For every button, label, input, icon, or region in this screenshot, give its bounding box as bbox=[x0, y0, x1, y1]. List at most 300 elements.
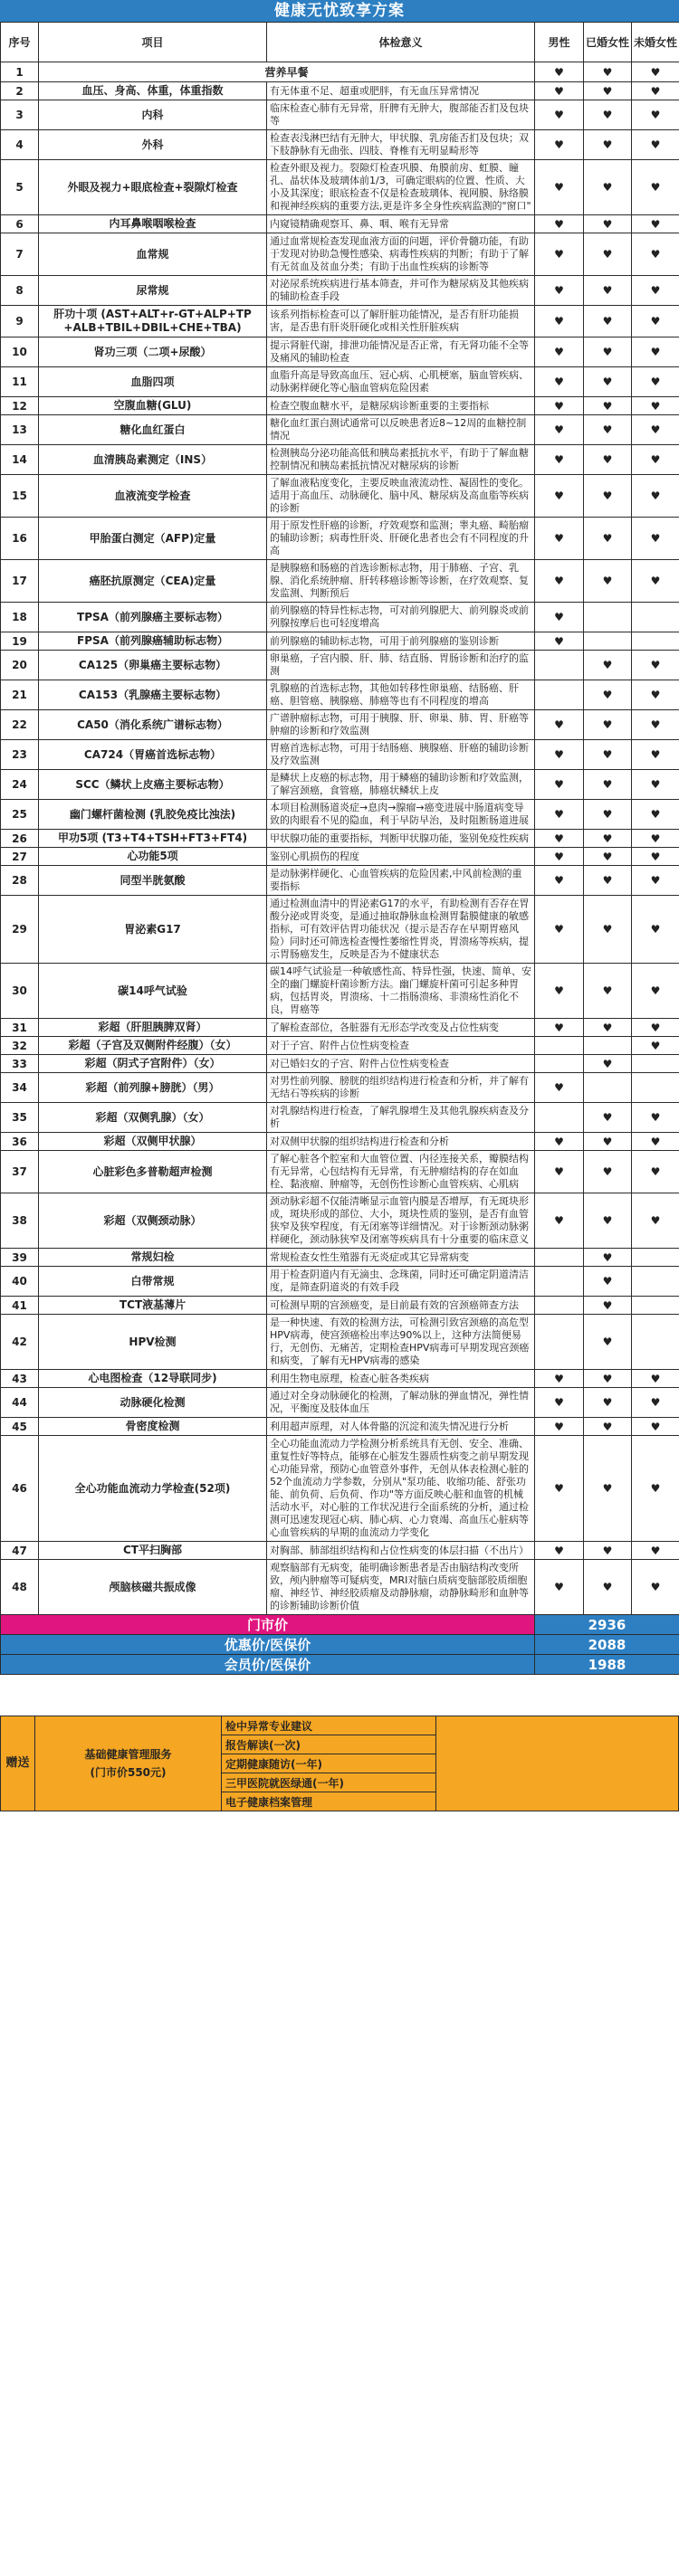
mark-married-female bbox=[584, 1297, 632, 1315]
mark-unmarried-female bbox=[632, 800, 679, 830]
mark-married-female bbox=[584, 415, 632, 445]
table-row bbox=[1, 800, 679, 830]
price-value: 2088 bbox=[535, 1635, 679, 1655]
heart-icon: ♥ bbox=[602, 84, 613, 98]
mark-unmarried-female bbox=[632, 233, 679, 276]
table-row bbox=[1, 830, 679, 848]
table-row bbox=[1, 100, 679, 130]
mark-male bbox=[535, 445, 584, 475]
gift-service bbox=[35, 1716, 222, 1811]
heart-icon: ♥ bbox=[602, 1396, 613, 1409]
heart-icon: ♥ bbox=[602, 532, 613, 545]
heart-icon: ♥ bbox=[554, 217, 564, 231]
mark-male bbox=[535, 1103, 584, 1133]
heart-icon: ♥ bbox=[554, 575, 564, 587]
header-unmarried-female: 未婚女性 bbox=[632, 23, 679, 62]
item-significance: 通过血常规检查发现血液方面的问题，评价骨髓功能，有助于发现对协助急慢性感染、病毒性疾病的判断；有助于了解有无贫血及贫血分类；有助于出血性疾病的诊断等 bbox=[267, 233, 535, 276]
mark-male bbox=[535, 1370, 584, 1388]
mark-male bbox=[535, 1436, 584, 1542]
mark-married-female bbox=[584, 866, 632, 896]
heart-icon: ♥ bbox=[602, 984, 613, 997]
mark-married-female bbox=[584, 1103, 632, 1133]
heart-icon: ♥ bbox=[650, 1372, 661, 1385]
mark-male bbox=[535, 632, 584, 651]
table-row bbox=[1, 1193, 679, 1249]
table-row bbox=[1, 445, 679, 475]
mark-married-female bbox=[584, 306, 632, 337]
item-name: 心功能5项 bbox=[39, 848, 267, 866]
item-significance: 对已婚妇女的子宫、附件占位性病变检查 bbox=[267, 1055, 535, 1073]
heart-icon: ♥ bbox=[554, 748, 564, 761]
item-name: 空腹血糖(GLU) bbox=[39, 397, 267, 415]
mark-male bbox=[535, 1055, 584, 1073]
item-name: 肝功十项 (AST+ALT+r-GT+ALP+TP +ALB+TBIL+DBIL+CHE+TBA) bbox=[39, 306, 267, 337]
mark-married-female bbox=[584, 740, 632, 770]
table-row bbox=[1, 866, 679, 896]
item-significance: 检测胰岛分泌功能高低和胰岛素抵抗水平，有助于了解血糖控制情况和胰岛素抵抗情况对糖尿病的诊断 bbox=[267, 445, 535, 475]
row-number: 12 bbox=[1, 397, 39, 415]
item-significance: 常规检查女性生殖器有无炎症或其它异常病变 bbox=[267, 1249, 535, 1267]
heart-icon: ♥ bbox=[650, 1544, 661, 1557]
row-number: 42 bbox=[1, 1315, 39, 1370]
item-significance: 有无体重不足、超重或肥胖，有无血压异常情况 bbox=[267, 82, 535, 100]
row-number: 46 bbox=[1, 1436, 39, 1542]
gift-item: 检中异常专业建议 bbox=[222, 1716, 436, 1735]
table-row bbox=[1, 1315, 679, 1370]
table-row bbox=[1, 276, 679, 306]
row-number: 26 bbox=[1, 830, 39, 848]
item-name: 糖化血红蛋白 bbox=[39, 415, 267, 445]
mark-married-female bbox=[584, 1073, 632, 1103]
header-married-female: 已婚女性 bbox=[584, 23, 632, 62]
item-name: CA724（胃癌首选标志物） bbox=[39, 740, 267, 770]
item-name: CA125（卵巢癌主要标志物） bbox=[39, 651, 267, 680]
item-name: 彩超（双侧乳腺）（女） bbox=[39, 1103, 267, 1133]
heart-icon: ♥ bbox=[602, 832, 613, 845]
mark-unmarried-female bbox=[632, 367, 679, 397]
mark-married-female bbox=[584, 1055, 632, 1073]
mark-unmarried-female bbox=[632, 1542, 679, 1560]
table-row bbox=[1, 1418, 679, 1436]
mark-male bbox=[535, 1019, 584, 1037]
row-number: 17 bbox=[1, 560, 39, 603]
table-row bbox=[1, 1388, 679, 1418]
heart-icon: ♥ bbox=[602, 808, 613, 821]
row-number: 21 bbox=[1, 680, 39, 710]
table-row bbox=[1, 603, 679, 632]
table-row bbox=[1, 415, 679, 445]
item-name: 内科 bbox=[39, 100, 267, 130]
mark-unmarried-female bbox=[632, 1249, 679, 1267]
mark-married-female bbox=[584, 560, 632, 603]
mark-male bbox=[535, 800, 584, 830]
mark-married-female bbox=[584, 1370, 632, 1388]
row-number: 48 bbox=[1, 1560, 39, 1615]
mark-married-female bbox=[584, 337, 632, 367]
item-significance: 检查外眼及视力。裂隙灯检查巩膜、角膜前房、虹膜、瞳孔、晶状体及玻璃体前1/3，可确定眼病的位置、性质、大小及其深度；眼底检查不仅是检查玻璃体、视网膜、脉络膜和视神经疾病的重要方法,更是许多全身性疾病监测的"窗口" bbox=[267, 160, 535, 215]
item-name: 肾功三项（二项+尿酸） bbox=[39, 337, 267, 367]
mark-male bbox=[535, 130, 584, 160]
table-row bbox=[1, 1019, 679, 1037]
mark-married-female bbox=[584, 800, 632, 830]
heart-icon: ♥ bbox=[650, 1214, 661, 1227]
mark-male bbox=[535, 62, 584, 82]
table-row bbox=[1, 710, 679, 740]
mark-unmarried-female bbox=[632, 603, 679, 632]
item-name: TPSA（前列腺癌主要标志物） bbox=[39, 603, 267, 632]
page-title: 健康无忧致享方案 bbox=[0, 0, 679, 22]
item-significance: 碳14呼气试验是一种敏感性高、特异性强，快速、简单、安全的幽门螺旋杆菌诊断方法。幽门螺旋杆菌可引起多种胃病，包括胃炎，胃溃疡、十二指肠溃疡、非溃疡性消化不良，胃癌等 bbox=[267, 964, 535, 1019]
mark-married-female bbox=[584, 632, 632, 651]
heart-icon: ♥ bbox=[602, 423, 613, 436]
item-name: 颅脑核磁共振成像 bbox=[39, 1560, 267, 1615]
row-number: 6 bbox=[1, 215, 39, 233]
heart-icon: ♥ bbox=[554, 634, 564, 648]
heart-icon: ♥ bbox=[554, 423, 564, 436]
item-name: CT平扫胸部 bbox=[39, 1542, 267, 1560]
mark-unmarried-female bbox=[632, 1370, 679, 1388]
mark-male bbox=[535, 337, 584, 367]
mark-unmarried-female bbox=[632, 337, 679, 367]
heart-icon: ♥ bbox=[650, 832, 661, 845]
row-number: 23 bbox=[1, 740, 39, 770]
header-item: 项目 bbox=[39, 23, 267, 62]
mark-male bbox=[535, 1133, 584, 1151]
item-significance: 前列腺癌的辅助标志物，可用于前列腺癌的鉴别诊断 bbox=[267, 632, 535, 651]
mark-unmarried-female bbox=[632, 1103, 679, 1133]
row-number: 18 bbox=[1, 603, 39, 632]
heart-icon: ♥ bbox=[650, 65, 661, 79]
mark-unmarried-female bbox=[632, 306, 679, 337]
item-name: HPV检测 bbox=[39, 1315, 267, 1370]
heart-icon: ♥ bbox=[602, 1057, 613, 1070]
heart-icon: ♥ bbox=[554, 138, 564, 151]
mark-married-female bbox=[584, 1388, 632, 1418]
mark-male bbox=[535, 740, 584, 770]
heart-icon: ♥ bbox=[554, 718, 564, 731]
table-row bbox=[1, 680, 679, 710]
item-significance: 是一种快速、有效的检测方法，可检测引致宫颈癌的高危型HPV病毒，使宫颈癌检出率达90%以上，这种方法简便易行，无创伤、无痛苦，定期检查HPV病毒可早期发现宫颈癌和病变，了解有无HPV病毒的感染 bbox=[267, 1315, 535, 1370]
table-row bbox=[1, 306, 679, 337]
heart-icon: ♥ bbox=[602, 1275, 613, 1288]
item-significance: 卵巢癌，子宫内膜、肝、肺、结直肠、胃肠诊断和治疗的监测 bbox=[267, 651, 535, 680]
heart-icon: ♥ bbox=[650, 532, 661, 545]
gift-item: 定期健康随访(一年) bbox=[222, 1754, 436, 1773]
mark-married-female bbox=[584, 964, 632, 1019]
mark-male bbox=[535, 896, 584, 964]
mark-unmarried-female bbox=[632, 560, 679, 603]
row-number: 20 bbox=[1, 651, 39, 680]
heart-icon: ♥ bbox=[554, 1396, 564, 1409]
mark-married-female bbox=[584, 62, 632, 82]
item-name: 胃泌素G17 bbox=[39, 896, 267, 964]
table-row bbox=[1, 367, 679, 397]
mark-male bbox=[535, 1388, 584, 1418]
header-male: 男性 bbox=[535, 23, 584, 62]
item-name: 常规妇检 bbox=[39, 1249, 267, 1267]
row-number: 38 bbox=[1, 1193, 39, 1249]
table-row bbox=[1, 233, 679, 276]
item-name: 彩超（子宫及双侧附件经腹）（女） bbox=[39, 1037, 267, 1055]
heart-icon: ♥ bbox=[602, 659, 613, 671]
table-row bbox=[1, 130, 679, 160]
heart-icon: ♥ bbox=[650, 923, 661, 936]
mark-married-female bbox=[584, 215, 632, 233]
row-number: 13 bbox=[1, 415, 39, 445]
table-row bbox=[1, 82, 679, 100]
heart-icon: ♥ bbox=[602, 138, 613, 151]
mark-male bbox=[535, 276, 584, 306]
table-row bbox=[1, 1249, 679, 1267]
row-number: 10 bbox=[1, 337, 39, 367]
row-number: 37 bbox=[1, 1151, 39, 1193]
table-row bbox=[1, 215, 679, 233]
table-row bbox=[1, 896, 679, 964]
mark-married-female bbox=[584, 1133, 632, 1151]
row-number: 8 bbox=[1, 276, 39, 306]
heart-icon: ♥ bbox=[602, 217, 613, 231]
mark-unmarried-female bbox=[632, 1388, 679, 1418]
mark-unmarried-female bbox=[632, 1151, 679, 1193]
mark-male bbox=[535, 964, 584, 1019]
heart-icon: ♥ bbox=[554, 874, 564, 887]
mark-male bbox=[535, 1267, 584, 1297]
row-number: 2 bbox=[1, 82, 39, 100]
item-significance: 对双侧甲状腺的组织结构进行检查和分析 bbox=[267, 1133, 535, 1151]
mark-unmarried-female bbox=[632, 160, 679, 215]
mark-married-female bbox=[584, 1542, 632, 1560]
mark-unmarried-female bbox=[632, 866, 679, 896]
mark-married-female bbox=[584, 1249, 632, 1267]
table-row bbox=[1, 518, 679, 560]
row-number: 41 bbox=[1, 1297, 39, 1315]
item-significance: 用于检查阴道内有无滴虫、念珠菌，同时还可确定阴道清洁度，是筛查阴道炎的有效手段 bbox=[267, 1267, 535, 1297]
item-significance: 前列腺癌的特异性标志物，可对前列腺肥大、前列腺炎或前列腺按摩后也可轻度增高 bbox=[267, 603, 535, 632]
mark-married-female bbox=[584, 1037, 632, 1055]
heart-icon: ♥ bbox=[650, 1165, 661, 1178]
heart-icon: ♥ bbox=[554, 984, 564, 997]
item-significance: 内窥镜精确观察耳、鼻、咽、喉有无异常 bbox=[267, 215, 535, 233]
heart-icon: ♥ bbox=[554, 84, 564, 98]
item-name: 全心功能血流动力学检查(52项) bbox=[39, 1436, 267, 1542]
mark-unmarried-female bbox=[632, 770, 679, 800]
mark-male bbox=[535, 1073, 584, 1103]
table-row bbox=[1, 160, 679, 215]
heart-icon: ♥ bbox=[650, 1135, 661, 1148]
mark-male bbox=[535, 1193, 584, 1249]
heart-icon: ♥ bbox=[602, 575, 613, 587]
heart-icon: ♥ bbox=[602, 490, 613, 502]
item-name: 幽门螺杆菌检测 (乳胶免疫比浊法) bbox=[39, 800, 267, 830]
mark-married-female bbox=[584, 367, 632, 397]
gift-item: 电子健康档案管理 bbox=[222, 1792, 436, 1811]
heart-icon: ♥ bbox=[602, 1372, 613, 1385]
heart-icon: ♥ bbox=[650, 423, 661, 436]
item-name: 内耳鼻喉咽喉检查 bbox=[39, 215, 267, 233]
heart-icon: ♥ bbox=[602, 850, 613, 863]
item-significance: 了解检查部位，各脏器有无形态学改变及占位性病变 bbox=[267, 1019, 535, 1037]
heart-icon: ♥ bbox=[650, 490, 661, 502]
row-number: 25 bbox=[1, 800, 39, 830]
mark-unmarried-female bbox=[632, 1315, 679, 1370]
heart-icon: ♥ bbox=[554, 1081, 564, 1094]
mark-married-female bbox=[584, 1436, 632, 1542]
mark-male bbox=[535, 215, 584, 233]
mark-unmarried-female bbox=[632, 1436, 679, 1542]
item-significance: 是动脉粥样硬化、心血管疾病的危险因素,中风前检测的重要指标 bbox=[267, 866, 535, 896]
price-section bbox=[1, 1615, 679, 1675]
heart-icon: ♥ bbox=[602, 1482, 613, 1495]
mark-male bbox=[535, 518, 584, 560]
heart-icon: ♥ bbox=[602, 1165, 613, 1178]
heart-icon: ♥ bbox=[602, 399, 613, 413]
mark-male bbox=[535, 866, 584, 896]
mark-married-female bbox=[584, 518, 632, 560]
row-number: 7 bbox=[1, 233, 39, 276]
mark-unmarried-female bbox=[632, 740, 679, 770]
row-number: 30 bbox=[1, 964, 39, 1019]
mark-married-female bbox=[584, 680, 632, 710]
row-number: 27 bbox=[1, 848, 39, 866]
price-value: 2936 bbox=[535, 1615, 679, 1635]
heart-icon: ♥ bbox=[554, 1165, 564, 1178]
item-name: FPSA（前列腺癌辅助标志物） bbox=[39, 632, 267, 651]
mark-unmarried-female bbox=[632, 710, 679, 740]
mark-male bbox=[535, 680, 584, 710]
mark-male bbox=[535, 1542, 584, 1560]
item-significance: 检查表浅淋巴结有无肿大，甲状腺、乳房能否扪及包块；双下肢静脉有无曲张、四肢、脊椎有无明显畸形等 bbox=[267, 130, 535, 160]
item-significance: 用于原发性肝癌的诊断，疗效观察和监测；睾丸癌、畸胎瘤的辅助诊断；病毒性肝炎、肝硬化患者也会有不同程度的升高 bbox=[267, 518, 535, 560]
mark-male bbox=[535, 848, 584, 866]
row-number: 1 bbox=[1, 62, 39, 82]
heart-icon: ♥ bbox=[554, 375, 564, 388]
heart-icon: ♥ bbox=[650, 284, 661, 297]
item-name: CA50（消化系统广谱标志物） bbox=[39, 710, 267, 740]
row-number: 16 bbox=[1, 518, 39, 560]
mark-male bbox=[535, 830, 584, 848]
heart-icon: ♥ bbox=[650, 718, 661, 731]
item-name: 甲功5项 (T3+T4+TSH+FT3+FT4) bbox=[39, 830, 267, 848]
heart-icon: ♥ bbox=[602, 284, 613, 297]
row-number: 14 bbox=[1, 445, 39, 475]
heart-icon: ♥ bbox=[554, 1581, 564, 1593]
item-name: 骨密度检测 bbox=[39, 1418, 267, 1436]
item-significance: 血脂升高是导致高血压、冠心病、心肌梗塞，脑血管疾病、动脉粥样硬化等心脑血管病危险因素 bbox=[267, 367, 535, 397]
item-significance: 可检测早期的宫颈癌变，是目前最有效的宫颈癌筛查方法 bbox=[267, 1297, 535, 1315]
table-row bbox=[1, 337, 679, 367]
heart-icon: ♥ bbox=[554, 1372, 564, 1385]
row-number: 4 bbox=[1, 130, 39, 160]
heart-icon: ♥ bbox=[650, 375, 661, 388]
heart-icon: ♥ bbox=[650, 1482, 661, 1495]
item-name: 同型半胱氨酸 bbox=[39, 866, 267, 896]
heart-icon: ♥ bbox=[554, 65, 564, 79]
row-number: 15 bbox=[1, 475, 39, 518]
mark-married-female bbox=[584, 1560, 632, 1615]
mark-male bbox=[535, 770, 584, 800]
mark-married-female bbox=[584, 160, 632, 215]
mark-married-female bbox=[584, 100, 632, 130]
mark-married-female bbox=[584, 1315, 632, 1370]
table-row bbox=[1, 1151, 679, 1193]
heart-icon: ♥ bbox=[554, 1135, 564, 1148]
price-row-member bbox=[1, 1655, 679, 1675]
mark-married-female bbox=[584, 830, 632, 848]
row-number: 31 bbox=[1, 1019, 39, 1037]
heart-icon: ♥ bbox=[602, 1135, 613, 1148]
heart-icon: ♥ bbox=[650, 248, 661, 261]
table-row bbox=[1, 1133, 679, 1151]
heart-icon: ♥ bbox=[650, 453, 661, 466]
table-row bbox=[1, 1073, 679, 1103]
mark-married-female bbox=[584, 276, 632, 306]
table-row bbox=[1, 1436, 679, 1542]
item-name: 甲胎蛋白测定（AFP)定量 bbox=[39, 518, 267, 560]
row-number: 19 bbox=[1, 632, 39, 651]
mark-unmarried-female bbox=[632, 1560, 679, 1615]
mark-male bbox=[535, 100, 584, 130]
heart-icon: ♥ bbox=[650, 346, 661, 358]
heart-icon: ♥ bbox=[650, 659, 661, 671]
item-significance: 乳腺癌的首选标志物，其他如转移性卵巢癌、结肠癌、肝癌、胆管癌、胰腺癌、肺癌等也有不同程度的增高 bbox=[267, 680, 535, 710]
heart-icon: ♥ bbox=[650, 399, 661, 413]
row-number: 44 bbox=[1, 1388, 39, 1418]
heart-icon: ♥ bbox=[650, 575, 661, 587]
mark-married-female bbox=[584, 397, 632, 415]
price-row-retail bbox=[1, 1615, 679, 1635]
gift-item: 三甲医院就医绿通(一年) bbox=[222, 1773, 436, 1792]
item-significance: 提示肾脏代谢，排泄功能情况是否正常，有无肾功能不全等及痛风的辅助检查 bbox=[267, 337, 535, 367]
item-significance: 对乳腺结构进行检查，了解乳腺增生及其他乳腺疾病查及分析 bbox=[267, 1103, 535, 1133]
table-row bbox=[1, 1037, 679, 1055]
item-name: 血液流变学检查 bbox=[39, 475, 267, 518]
heart-icon: ♥ bbox=[602, 1021, 613, 1034]
table-body bbox=[1, 62, 679, 1615]
mark-unmarried-female bbox=[632, 215, 679, 233]
table-row bbox=[1, 1560, 679, 1615]
heart-icon: ♥ bbox=[602, 1298, 613, 1312]
heart-icon: ♥ bbox=[554, 1420, 564, 1433]
heart-icon: ♥ bbox=[554, 346, 564, 358]
item-significance: 是鳞状上皮癌的标志物，用于鳞癌的辅助诊断和疗效监测，了解宫颈癌，食管癌，肺癌状鳞状上皮 bbox=[267, 770, 535, 800]
heart-icon: ♥ bbox=[602, 718, 613, 731]
mark-married-female bbox=[584, 896, 632, 964]
price-label: 会员价/医保价 bbox=[1, 1655, 535, 1675]
row-number: 36 bbox=[1, 1133, 39, 1151]
heart-icon: ♥ bbox=[554, 808, 564, 821]
item-significance: 对于子宫、附件占位性病变检查 bbox=[267, 1037, 535, 1055]
heart-icon: ♥ bbox=[554, 611, 564, 623]
heart-icon: ♥ bbox=[650, 1021, 661, 1034]
item-name: 心脏彩色多普勒超声检测 bbox=[39, 1151, 267, 1193]
mark-unmarried-female bbox=[632, 475, 679, 518]
heart-icon: ♥ bbox=[602, 1336, 613, 1348]
heart-icon: ♥ bbox=[602, 453, 613, 466]
mark-unmarried-female bbox=[632, 397, 679, 415]
heart-icon: ♥ bbox=[554, 1214, 564, 1227]
heart-icon: ♥ bbox=[554, 923, 564, 936]
heart-icon: ♥ bbox=[554, 1482, 564, 1495]
heart-icon: ♥ bbox=[554, 532, 564, 545]
mark-male bbox=[535, 1315, 584, 1370]
item-significance: 对泌尿系统疾病进行基本筛查，并可作为糖尿病及其他疾病的辅助检查手段 bbox=[267, 276, 535, 306]
price-label: 门市价 bbox=[1, 1615, 535, 1635]
row-number: 32 bbox=[1, 1037, 39, 1055]
mark-unmarried-female bbox=[632, 680, 679, 710]
mark-male bbox=[535, 233, 584, 276]
item-name: 彩超（肝胆胰脾双肾） bbox=[39, 1019, 267, 1037]
mark-male bbox=[535, 651, 584, 680]
